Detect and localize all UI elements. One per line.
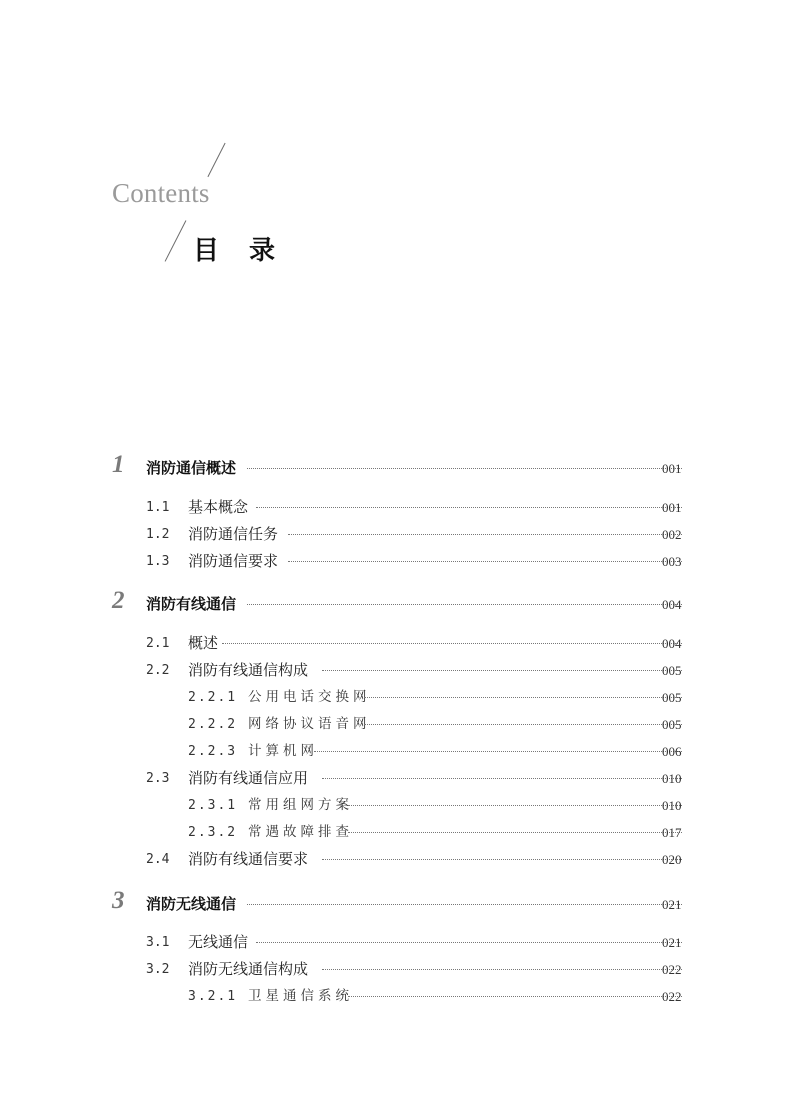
page-number: 002 (662, 527, 682, 542)
toc-subsection-2-3-1[interactable] (0, 789, 800, 813)
toc-section-3-2[interactable] (0, 953, 800, 977)
dot-leader (247, 604, 682, 605)
page-number: 010 (662, 771, 682, 786)
dot-leader (348, 996, 682, 997)
section-number: 1.1 (146, 500, 170, 515)
page-number: 005 (662, 690, 682, 705)
dot-leader (247, 468, 682, 469)
section-number: 2.4 (146, 852, 170, 867)
section-number: 2.1 (146, 636, 170, 651)
decorative-slash (165, 220, 187, 262)
subsection-number: 3.2.1 (188, 989, 238, 1004)
dot-leader (364, 724, 682, 725)
toc-subsection-2-2-2[interactable] (0, 708, 800, 732)
dot-leader (364, 697, 682, 698)
subsection-title: 公用电话交换网 (248, 689, 371, 705)
dot-leader (256, 942, 682, 943)
chapter-title: 消防无线通信 (146, 895, 237, 913)
page-number: 010 (662, 798, 682, 813)
toc-chapter-3[interactable] (0, 888, 800, 912)
dot-leader (322, 859, 682, 860)
subsection-number: 2.3.2 (188, 825, 238, 840)
toc-section-1-3[interactable] (0, 545, 800, 569)
section-title: 消防有线通信要求 (188, 850, 309, 868)
page-number: 005 (662, 663, 682, 678)
section-title: 消防有线通信应用 (188, 769, 309, 787)
toc-section-1-2[interactable] (0, 518, 800, 542)
section-title: 消防无线通信构成 (188, 960, 309, 978)
section-title: 消防通信要求 (188, 552, 279, 570)
page-number: 021 (662, 935, 682, 950)
toc-subsection-2-3-2[interactable] (0, 816, 800, 840)
page-number: 022 (662, 962, 682, 977)
section-number: 2.2 (146, 663, 170, 678)
toc-section-2-1[interactable] (0, 627, 800, 651)
page-number: 017 (662, 825, 682, 840)
page-number: 022 (662, 989, 682, 1004)
toc-section-1-1[interactable] (0, 491, 800, 515)
dot-leader (256, 507, 682, 508)
subsection-title: 卫星通信系统 (248, 988, 353, 1004)
dot-leader (314, 751, 682, 752)
dot-leader (288, 534, 682, 535)
page-number: 004 (662, 597, 682, 612)
page-title: 目录 (193, 236, 306, 266)
contents-label: Contents (112, 178, 210, 208)
section-title: 消防有线通信构成 (188, 661, 309, 679)
toc-section-2-3[interactable] (0, 762, 800, 786)
subsection-number: 2.3.1 (188, 798, 238, 813)
subsection-number: 2.2.3 (188, 744, 238, 759)
page-number: 004 (662, 636, 682, 651)
section-number: 3.1 (146, 935, 170, 950)
toc-subsection-2-2-3[interactable] (0, 735, 800, 759)
subsection-title: 计算机网 (248, 743, 318, 759)
section-number: 2.3 (146, 771, 170, 786)
toc-subsection-3-2-1[interactable] (0, 980, 800, 1004)
chapter-title: 消防有线通信 (146, 595, 237, 613)
chapter-number: 1 (112, 451, 125, 478)
decorative-slash (207, 143, 225, 177)
chapter-number: 2 (112, 587, 125, 614)
chapter-title: 消防通信概述 (146, 459, 237, 477)
dot-leader (348, 832, 682, 833)
toc-section-2-4[interactable] (0, 843, 800, 867)
dot-leader (247, 904, 682, 905)
section-title: 基本概念 (188, 498, 249, 516)
toc-chapter-2[interactable] (0, 588, 800, 612)
page-number: 005 (662, 717, 682, 732)
dot-leader (222, 643, 682, 644)
section-number: 1.2 (146, 527, 170, 542)
page-number: 021 (662, 897, 682, 912)
toc-section-3-1[interactable] (0, 926, 800, 950)
dot-leader (322, 969, 682, 970)
subsection-number: 2.2.1 (188, 690, 238, 705)
subsection-title: 网络协议语音网 (248, 716, 371, 732)
section-number: 1.3 (146, 554, 170, 569)
section-title: 消防通信任务 (188, 525, 279, 543)
dot-leader (348, 805, 682, 806)
section-title: 概述 (188, 634, 219, 652)
page-number: 020 (662, 852, 682, 867)
section-number: 3.2 (146, 962, 170, 977)
dot-leader (288, 561, 682, 562)
page-number: 001 (662, 461, 682, 476)
page-number: 001 (662, 500, 682, 515)
page-number: 006 (662, 744, 682, 759)
subsection-title: 常遇故障排查 (248, 824, 353, 840)
chapter-number: 3 (112, 887, 125, 914)
toc-subsection-2-2-1[interactable] (0, 681, 800, 705)
toc-section-2-2[interactable] (0, 654, 800, 678)
section-title: 无线通信 (188, 933, 249, 951)
dot-leader (322, 778, 682, 779)
dot-leader (322, 670, 682, 671)
subsection-number: 2.2.2 (188, 717, 238, 732)
page-number: 003 (662, 554, 682, 569)
subsection-title: 常用组网方案 (248, 797, 353, 813)
toc-chapter-1[interactable] (0, 452, 800, 476)
